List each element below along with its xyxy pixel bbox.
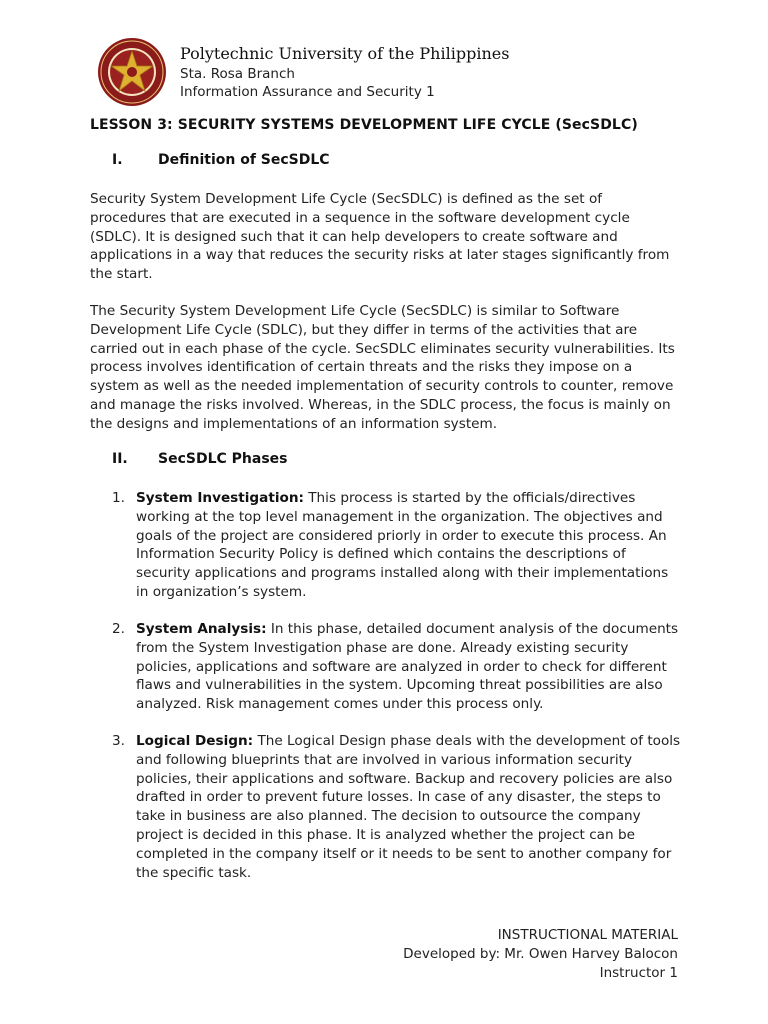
branch-name: Sta. Rosa Branch [180,66,295,82]
section-heading-definition [112,152,330,168]
list-number: 2. [112,621,125,637]
definition-paragraph-2: The Security System Development Life Cycle (SecSDLC) is similar to Software Development Life Cycle (SDLC), but they differ in terms of the activities that are carried out in each phase of the cycle. SecSDLC eliminates security vulnerabilities. Its process involves identification of certain threats and the risks they impose on a system as well as the needed implementation of security controls to counter, remove and manage the risks involved. Whereas, in the SDLC process, the focus is mainly on the designs and implementations of an information system. [90,303,675,432]
phase-item-system-analysis [112,620,682,714]
phase-term: System Analysis: [136,621,267,637]
lesson-title: LESSON 3: SECURITY SYSTEMS DEVELOPMENT LIFE CYCLE (SecSDLC) [90,117,638,133]
section-title: Definition of SecSDLC [158,152,330,168]
phase-term: System Investigation: [136,490,304,506]
phase-description: This process is started by the officials/directives working at the top level management in the organization. The objectives and goals of the project are considered priorly in order to execute this process. An Information Security Policy is defined which contains the descriptions of security applications and programs installed along with their implementations in organization’s system. [136,490,669,600]
footer-author: Developed by: Mr. Owen Harvey Balocon [403,946,678,962]
section-number: II. [112,451,128,467]
list-number: 3. [112,733,125,749]
section-number: I. [112,152,123,168]
footer-position: Instructor 1 [599,965,678,981]
phase-description: In this phase, detailed document analysis of the documents from the System Investigation phase are done. Already existing security policies, applications and software are analyzed in order to check for different flaws and vulnerabilities in the system. Upcoming threat possibilities are also analyzed. Risk management comes under this process only. [136,621,679,713]
phase-term: Logical Design: [136,733,254,749]
list-number: 1. [112,490,125,506]
phase-description: The Logical Design phase deals with the development of tools and following blueprints that are involved in various information security policies, their applications and software. Backup and recovery policies are also drafted in order to prevent future losses. In case of any disaster, the steps to take in business are also planned. The decision to outsource the company project is decided in this phase. It is analyzed whether the project can be completed in the company itself or it needs to be sent to another company for the specific task. [136,733,681,881]
university-name: Polytechnic University of the Philippines [180,44,510,63]
course-name: Information Assurance and Security 1 [180,84,435,100]
footer-material-label: INSTRUCTIONAL MATERIAL [497,927,678,943]
section-title: SecSDLC Phases [158,451,288,467]
phase-item-logical-design [112,732,682,882]
section-heading-phases [112,451,288,467]
pup-seal-logo [97,37,167,107]
page-footer [403,926,678,983]
definition-paragraph-1: Security System Development Life Cycle (SecSDLC) is defined as the set of procedures that are executed in a sequence in the software development cycle (SDLC). It is designed such that it can help developers to create software and applications in a way that reduces the security risks at later stages significantly from the start. [90,191,670,283]
phase-item-system-investigation [112,489,682,602]
